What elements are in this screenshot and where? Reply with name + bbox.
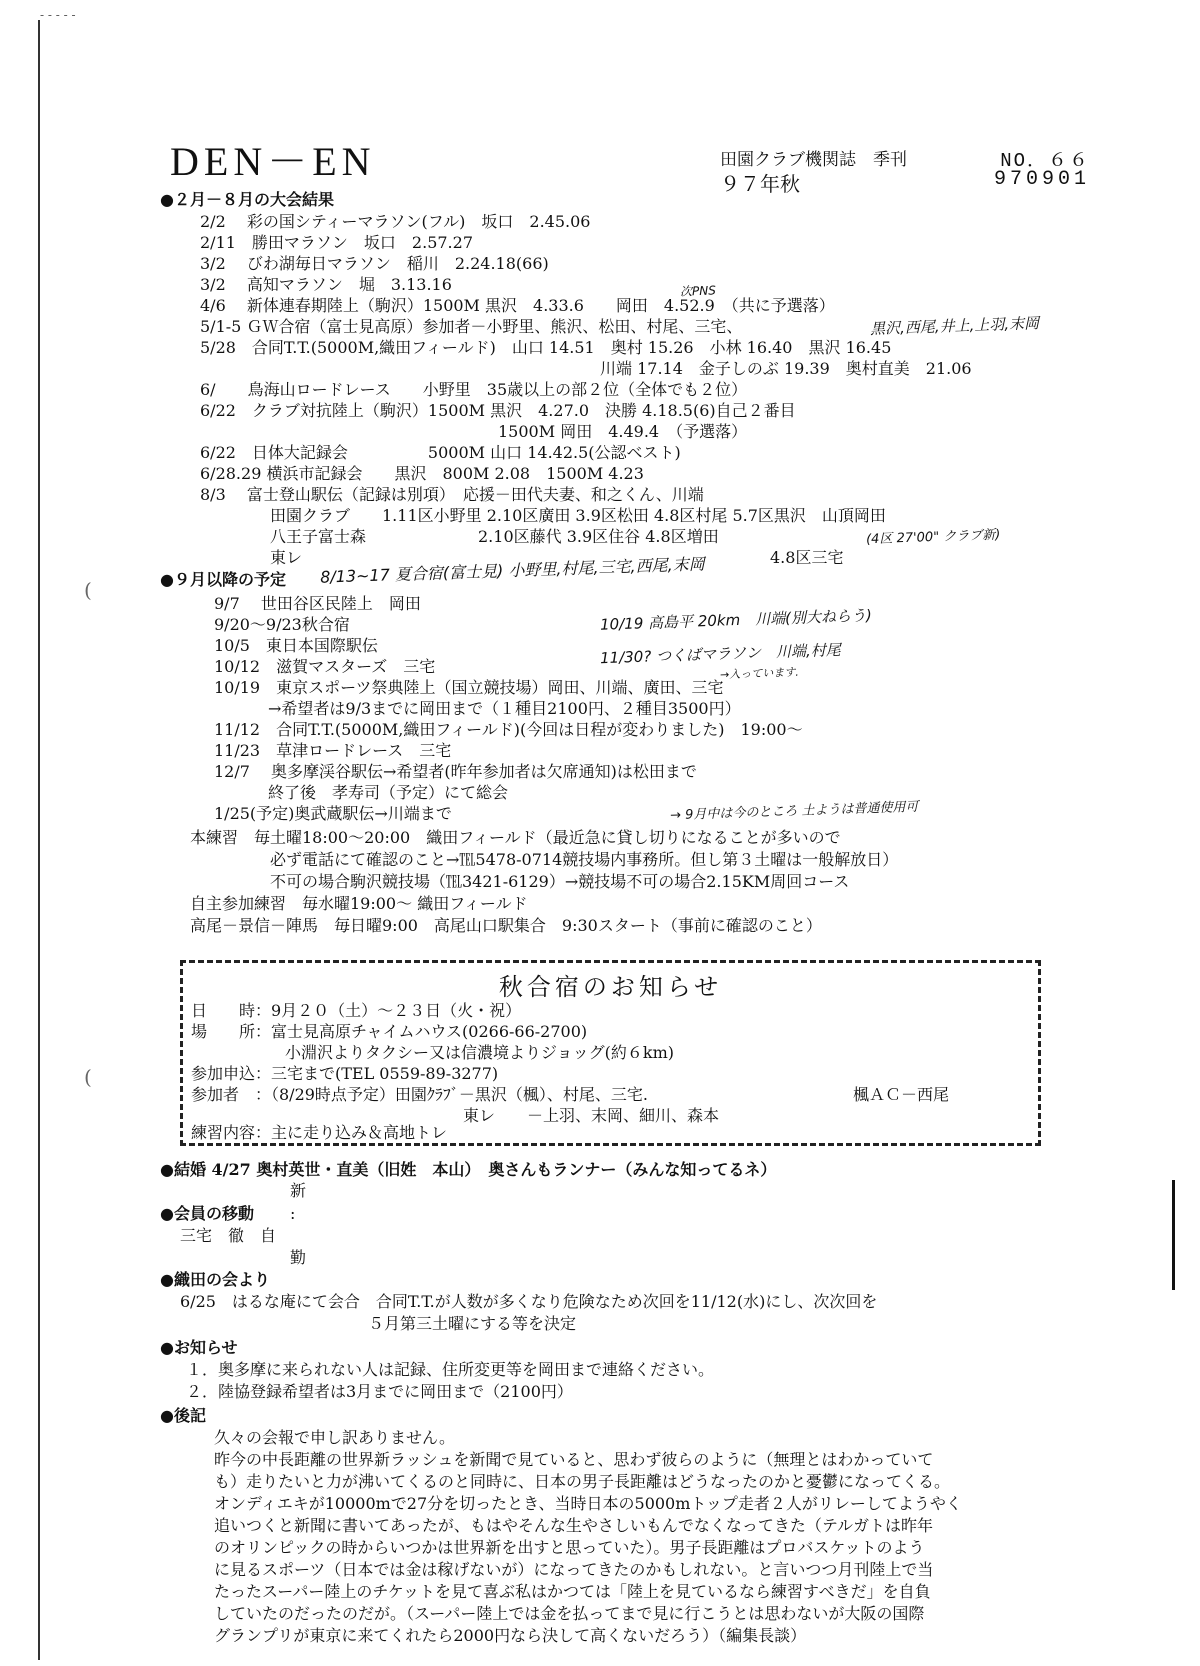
handwritten-note: 8/13~17 夏合宿(富士見) 小野里,村尾,三宅,西尾,末岡	[319, 554, 705, 587]
schedule-line: 10/5 東日本国際駅伝	[214, 636, 378, 655]
result-line: 1500M 岡田 4.49.4 （予選落）	[498, 422, 748, 441]
schedule-line: 10/19 東京スポーツ祭典陸上（国立競技場）岡田、川端、廣田、三宅	[214, 678, 724, 697]
result-line: 8/3 富士登山駅伝（記録は別項） 応援－田代夫妻、和之くん、川端	[200, 485, 704, 504]
result-line: 川端 17.14 金子しのぶ 19.39 奥村直美 21.06	[600, 359, 972, 378]
schedule-line: 12/7 奥多摩渓谷駅伝→希望者(昨年参加者は欠席通知)は松田まで	[214, 762, 697, 781]
oda-line: ５月第三土曜にする等を決定	[368, 1314, 577, 1333]
notice-line: 場 所：富士見高原チャイムハウス(0266-66-2700)	[191, 1022, 588, 1041]
postscript-line: 久々の会報で申し訳ありません。	[214, 1428, 455, 1447]
oda-line: 6/25 はるな庵にて会合 合同T.T.が人数が多くなり危険なため次回を11/12(水)にし、次次回を	[180, 1292, 878, 1311]
scan-left-edge-line	[38, 20, 40, 1660]
club-label: 田園クラブ機関誌 季刊	[720, 150, 907, 170]
issue-date-code: 970901	[993, 168, 1090, 191]
member-move-line: 勤	[290, 1248, 307, 1267]
wedding-note-cont: 新	[290, 1181, 307, 1200]
handwritten-note: 黒沢,西尾,井上,上羽,末岡	[869, 314, 1040, 338]
handwritten-note: 次PNS	[679, 283, 717, 299]
section-heading-info: ●お知らせ	[160, 1338, 238, 1357]
notice-line: 東レ －上羽、末岡、細川、森本	[463, 1106, 720, 1125]
result-line: 4.8区三宅	[770, 548, 844, 567]
result-line: 4/6 新体連春期陸上（駒沢）1500M 黒沢 4.33.6 岡田 4.52.9 （共に予選落）	[200, 296, 835, 315]
wedding-note: ●結婚 4/27 奥村英世・直美（旧姓 本山） 奥さんもランナー（みんな知ってるネ）	[160, 1160, 777, 1179]
schedule-line: 9/7 世田谷区民陸上 岡田	[214, 594, 421, 613]
result-line: 6/22 クラブ対抗陸上（駒沢）1500M 黒沢 4.27.0 決勝 4.18.5(6)自己２番目	[200, 401, 796, 420]
postscript-line: 昨今の中長距離の世界新ラッシュを新聞で見ていると、思わず彼らのように（無理とはわかっていて	[214, 1450, 934, 1469]
handwritten-note: 10/19 高島平 20km 川端(別大ねらう)	[599, 606, 873, 634]
member-move-colon: :	[290, 1204, 296, 1223]
practice-line: 必ず電話にて確認のこと→℡5478-0714競技場内事務所。但し第３土曜は一般解放日）	[270, 850, 899, 869]
member-move-line: 三宅 徹 自	[180, 1226, 277, 1245]
postscript-line: グランプリが東京に来てくれたら2000円なら決して高くないだろう）（編集長談）	[214, 1626, 807, 1645]
section-heading-schedule: ●９月以降の予定	[160, 570, 286, 589]
schedule-line: 終了後 孝寿司（予定）にて総会	[268, 783, 509, 802]
issue-date-row	[720, 168, 1090, 197]
postscript-line: も）走りたいと力が沸いてくるのと同時に、日本の男子長距離はどうなったのかと憂鬱になってくる。	[214, 1472, 951, 1491]
result-line: 八王子富士森 2.10区藤代 3.9区住谷 4.8区増田	[270, 527, 719, 546]
margin-bracket: (	[84, 1065, 92, 1089]
schedule-line: 10/12 滋賀マスターズ 三宅	[214, 657, 436, 676]
camp-notice-box	[180, 960, 1041, 1146]
handwritten-note: →入っています.	[719, 665, 799, 682]
issue-season: ９７年秋	[720, 172, 800, 196]
practice-line: 高尾－景信－陣馬 毎日曜9:00 高尾山口駅集合 9:30スタート（事前に確認のこと）	[190, 916, 822, 935]
schedule-line: 1/25(予定)奥武蔵駅伝→川端まで	[214, 804, 452, 823]
result-line: 2/2 彩の国シティーマラソン(フル) 坂口 2.45.06	[200, 212, 591, 231]
postscript-line: に見るスポーツ（日本では金は稼げないが）になってきたのかもしれない。と言いつつ月刊陸上で当	[214, 1560, 934, 1579]
notice-line: 参加者 ：（8/29時点予定）田園ｸﾗﾌﾞ－黒沢（楓）、村尾、三宅.	[191, 1085, 649, 1104]
result-line: 6/22 日体大記録会 5000M 山口 14.42.5(公認ベスト)	[200, 443, 681, 462]
margin-bar	[1172, 1180, 1175, 1290]
handwritten-note: → 9月中は今のところ 土ようは普通使用可	[669, 799, 919, 824]
result-line: 3/2 びわ湖毎日マラソン 稲川 2.24.18(66)	[200, 254, 549, 273]
info-line: １．奥多摩に来られない人は記録、住所変更等を岡田まで連絡ください。	[186, 1360, 715, 1379]
postscript-line: 追いつくと新聞に書いてあったが、もはやそんな生やさしいもんでなくなってきた（テルガトは昨年	[214, 1516, 934, 1535]
postscript-line: オンディエキが10000mで27分を切ったとき、当時日本の5000mトップ走者２人がリレーしてようやく	[214, 1494, 962, 1513]
masthead-title: DEN－EN	[170, 139, 376, 184]
result-line: 東レ	[270, 548, 303, 567]
section-heading-oda: ●織田の会より	[160, 1270, 270, 1289]
handwritten-note: 11/30? つくばマラソン 川端,村尾	[599, 640, 841, 668]
schedule-line: 9/20～9/23秋合宿	[214, 615, 350, 634]
notice-line: 日 時：9月２０（土）～２３日（火・祝）	[191, 1001, 522, 1020]
result-line: 6/ 鳥海山ロードレース 小野里 35歳以上の部２位（全体でも２位）	[200, 380, 748, 399]
info-line: ２．陸協登録希望者は3月までに岡田まで（2100円）	[186, 1382, 573, 1401]
result-line: 5/28 合同T.T.(5000M,織田フィールド) 山口 14.51 奥村 15.26 小林 16.40 黒沢 16.45	[200, 338, 892, 357]
result-line: 5/1-5 ＧＷ合宿（富士見高原）参加者－小野里、熊沢、松田、村尾、三宅、	[200, 317, 743, 336]
postscript-line: のオリンピックの時からいつかは世界新を出すと思っていた）。男子長距離はプロバスケットのよう	[214, 1538, 925, 1557]
handwritten-note: (4区 27'00" クラブ新)	[865, 527, 1001, 548]
scan-corner-mark: - - - - -	[40, 8, 76, 22]
notice-line: 小淵沢よりタクシー又は信濃境よりジョッグ(約６km)	[285, 1043, 675, 1062]
schedule-line: 11/12 合同T.T.(5000M,織田フィールド)(今回は日程が変わりました) 19:00～	[214, 720, 803, 739]
notice-line: 参加申込：三宅まで(TEL 0559-89-3277)	[191, 1064, 499, 1083]
section-heading-member-move: ●会員の移動	[160, 1204, 254, 1223]
issue-number: NO．６６	[1000, 150, 1090, 172]
section-heading-postscript: ●後記	[160, 1406, 206, 1425]
postscript-line: たったスーパー陸上のチケットを見て喜ぶ私はかつては「陸上を見ているなら練習すべきだ」を自負	[214, 1582, 931, 1601]
schedule-line: →希望者は9/3までに岡田まで（１種目2100円、２種目3500円）	[268, 699, 741, 718]
practice-line: 不可の場合駒沢競技場（℡3421-6129）→競技場不可の場合2.15KM周回コース	[270, 872, 850, 891]
result-line: 田園クラブ 1.11区小野里 2.10区廣田 3.9区松田 4.8区村尾 5.7区黒沢 山頂岡田	[270, 506, 886, 525]
result-line: 2/11 勝田マラソン 坂口 2.57.27	[200, 233, 474, 252]
notice-line: 練習内容：主に走り込み＆高地トレ	[191, 1123, 448, 1142]
section-heading-results: ●２月－８月の大会結果	[160, 190, 334, 209]
schedule-line: 11/23 草津ロードレース 三宅	[214, 741, 452, 760]
postscript-line: していたのだったのだが。（スーパー陸上では金を払ってまで見に行こうとは思わないが大阪の国際	[214, 1604, 925, 1623]
result-line: 3/2 高知マラソン 堀 3.13.16	[200, 275, 452, 294]
margin-bracket: (	[84, 578, 92, 602]
practice-line: 本練習 毎土曜18:00～20:00 織田フィールド（最近急に貸し切りになることが多いので	[190, 828, 841, 847]
notice-line: 楓ＡＣ－西尾	[853, 1085, 950, 1104]
notice-title: 秋合宿のお知らせ	[498, 973, 723, 1001]
result-line: 6/28.29 横浜市記録会 黒沢 800M 2.08 1500M 4.23	[200, 464, 644, 483]
practice-line: 自主参加練習 毎水曜19:00～ 織田フィールド	[190, 894, 528, 913]
